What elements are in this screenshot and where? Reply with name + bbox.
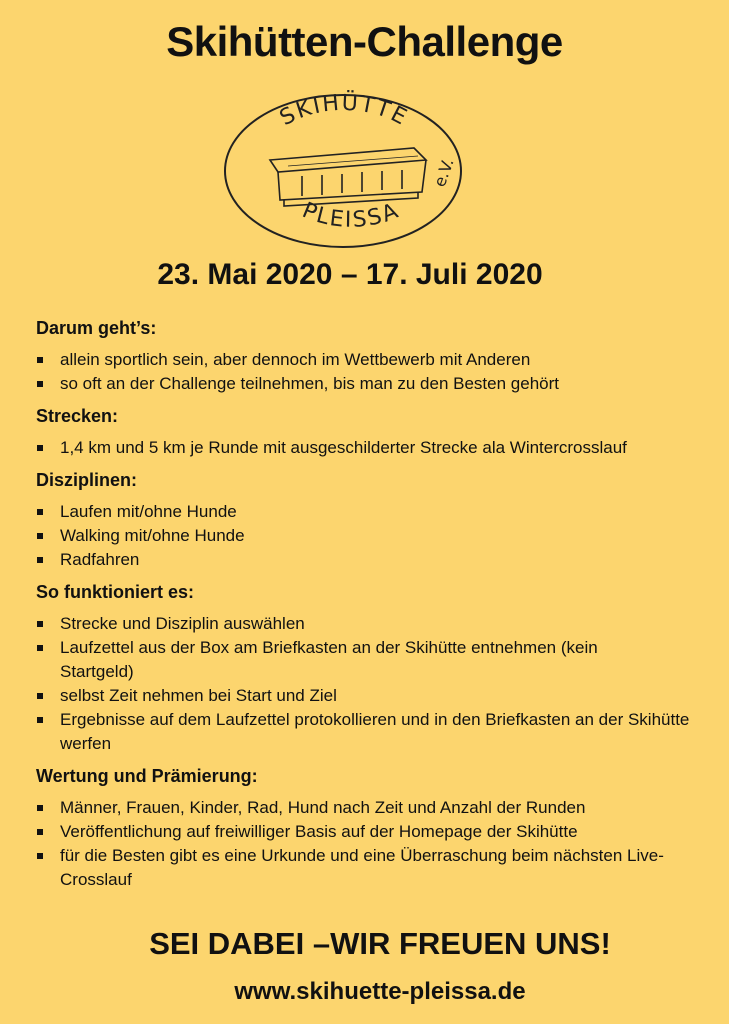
list-item: so oft an der Challenge teilnehmen, bis man zu den Besten gehört [36,372,706,396]
list-item: Veröffentlichung auf freiwilliger Basis auf der Homepage der Skihütte [36,820,706,844]
list-item: Radfahren [36,548,706,572]
bullet-list [36,612,706,756]
list-item: 1,4 km und 5 km je Runde mit ausgeschilderter Strecke ala Wintercrosslauf [36,436,706,460]
bullet-list [36,348,706,396]
list-item: selbst Zeit nehmen bei Start und Ziel [36,684,706,708]
section-scoring [36,764,706,892]
logo-bottom-text: PLEISSA [298,198,404,233]
logo-suffix-text: e.V. [429,155,458,190]
event-dates: 23. Mai 2020 – 17. Juli 2020 [157,258,543,291]
section-disciplines [36,468,706,572]
section-heading: Disziplinen: [36,470,138,490]
section-heading: Darum geht’s: [36,318,157,338]
section-heading: Wertung und Prämierung: [36,766,258,786]
section-routes [36,404,706,460]
list-item: Laufen mit/ohne Hunde [36,500,706,524]
content [36,316,706,900]
section-how-it-works [36,580,706,756]
list-item: Walking mit/ohne Hunde [36,524,706,548]
bullet-list [36,500,706,572]
website-link[interactable]: www.skihuette-pleissa.de [234,978,526,1005]
list-item: Laufzettel aus der Box am Briefkasten an der Skihütte entnehmen (kein Startgeld) [36,636,706,684]
list-item: Strecke und Disziplin auswählen [36,612,706,636]
section-heading: Strecken: [36,406,119,426]
callout-text: SEI DABEI –WIR FREUEN UNS! [149,926,611,961]
section-heading: So funktioniert es: [36,582,195,602]
bullet-list [36,796,706,892]
logo-graphic [218,88,468,254]
hut-icon [270,148,426,206]
list-item: allein sportlich sein, aber dennoch im Wettbewerb mit Anderen [36,348,706,372]
logo-top-text: SKIHÜTTE [275,90,413,132]
list-item: Ergebnisse auf dem Laufzettel protokollieren und in den Briefkasten an der Skihütte werfen [36,708,706,756]
section-purpose [36,316,706,396]
skihuette-pleissa-logo-icon [218,88,468,254]
list-item: Männer, Frauen, Kinder, Rad, Hund nach Zeit und Anzahl der Runden [36,796,706,820]
list-item: für die Besten gibt es eine Urkunde und eine Überraschung beim nächsten Live-Crosslauf [36,844,706,892]
bullet-list [36,436,706,460]
page-title: Skihütten-Challenge [166,18,563,65]
